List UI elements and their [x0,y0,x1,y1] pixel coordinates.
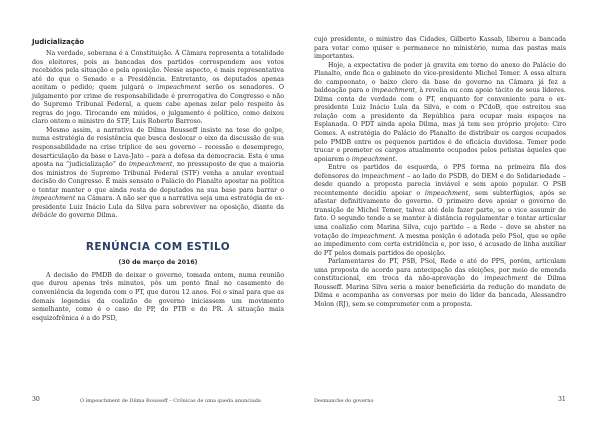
paragraph: Mesmo assim, a narrativa de Dilma Rousseff insiste na tese do golpe, numa estratégia de resistência que busca deslocar o eixo da discussão de sua responsabilidade na crise tríplice de seu governo – recessão e desemprego, desarticulação da base e Lava-Jato – para a defesa da democracia. Esta é uma aposta na “judicialização” do impeachment, no pressuposto de que a maioria dos ministros do Supremo Tribunal Federal (STF) venha a anular eventual decisão do Congresso. É mais sensato o Palácio do Planalto apostar na política e tentar manter o que ainda resta de deputados na sua base para barrar o impeachment na Câmara. A não ser que a narrativa seja uma estratégia de ex-presidente Luiz Inácio Lula da Silva para sobreviver na oposição, diante da débâcle do governo Dilma. [32,126,284,220]
right-page [300,0,600,439]
chapter-date: (30 de março de 2016) [118,258,198,266]
paragraph: Entre os partidos de esquerda, o PPS forma na primeira fila dos defensores do impeachment – ao lado do PSDB, do DEM e do Solidariedade – desde quando a proposta parecia inviável e sem apoio popular. O PSB recentemente decidiu apoiar o impeachment, sem subterfúgios, após se afastar definitivamente do governo. O primeiro deve apoiar o governo de transição de Michel Temer, talvez até dele fazer parte, se o vice assumir de fato. O segundo tende a se manter à distância regulamentar e tentar articular uma coalizão com Marina Silva, cujo partido – a Rede – deve se abster na votação do impeachment. A mesma posição é adotada pelo PSol, que se opõe ao impedimento com certa estridência e, por isso, é acusado de linha auxiliar do PT pelos demais partidos de oposição. [314,164,566,257]
paragraph: Na verdade, soberana é a Constituição. À Câmara representa a totalidade dos eleitores, pois as bancadas dos partidos correspondem aos votos recebidos pela situação e pela oposição. Nesse aspecto, é mais representativa até do que o Senado e a Presidência. Entretanto, os deputados apenas aceitam o pedido; quem julgará o impeachment serão os senadores. O julgamento por crime de responsabilidade é prerrogativa do Congresso e não do Supremo Tribunal Federal, a quem cabe apenas zelar pelo respeito às regras do jogo. Tirocando em miúdos, o julgamento é político, como deixou claro ontem o ministro do STF, Luís Roberto Barroso. [32,50,285,126]
left-paragraphs [32,50,284,221]
paragraph: Parlamentares do PT, PSB, PSol, Rede e até do PPS, porém, articulam uma proposta de acordo para antecipação das eleições, por meio de emenda constitucional, em troca da não-aprovação do impeachment de Dilma Rousseff. Marina Silva seria a maior beneficiária da redução do mandato de Dilma e acompanha as conversas por meio do líder da bancada, Alessandro Molon (RJ), sem se comprometer com a proposta. [314,258,566,308]
chapter-paragraphs [32,272,284,323]
section-heading: Judicialização [32,38,84,46]
right-paragraphs [314,36,566,310]
paragraph: Hoje, a expectativa de poder já gravita em torno do anexo do Palácio do Planalto, onde fica o gabinete do vice-presidente Michel Temer. A essa altura do campeonato, o baixo clero da base do governo na Câmara já fez a baldeação para o impeachment, à revelia ou com apoio tácito de seus líderes. Dilma conta de verdade com o PT, enquanto for conveniente para o ex-presidente Luiz Inácio Lula da Silva, e com o PCdoB, que estreitou sua relação com a presidente da República para ocupar mais espaços na Esplanada. O PDT ainda apoia Dilma, mas já tem seu próprio projeto: Ciro Gomes. A estratégia do Palácio do Planalto de distribuir os cargos ocupados pelo PMDB entre os pequenos partidos é de eficácia duvidosa. Temer pode trucar e prometer os cargos atualmente ocupados pelos petistas àqueles que apoiarem o impeachment. [314,61,566,163]
paragraph: cujo presidente, o ministro das Cidades, Gilberto Kassab, liberou a bancada para votar como quiser e permanece no ministério, numa das pastas mais importantes. [314,36,566,61]
page-number-left: 30 [32,396,40,403]
running-footer-left: O impeachment de Dilma Rousseff – Crônicas de uma queda anunciada [80,398,261,404]
running-footer-right: Desmanche do governo [314,398,374,404]
chapter-title: RENÚNCIA COM ESTILO [85,240,231,253]
paragraph: A decisão do PMDB de deixar o governo, tomada ontem, numa reunião que durou apenas três minutos, pôs um ponto final no casamento de conveniência da legenda com o PT, que durou 12 anos. Foi o sinal para que as demais legendas da coalizão de governo iniciassem um movimento semelhante, como é o caso do PP, do PTB e do PR. A situação mais esquizofrênica é a do PSD, [32,271,284,322]
page-number-right: 31 [558,396,566,403]
